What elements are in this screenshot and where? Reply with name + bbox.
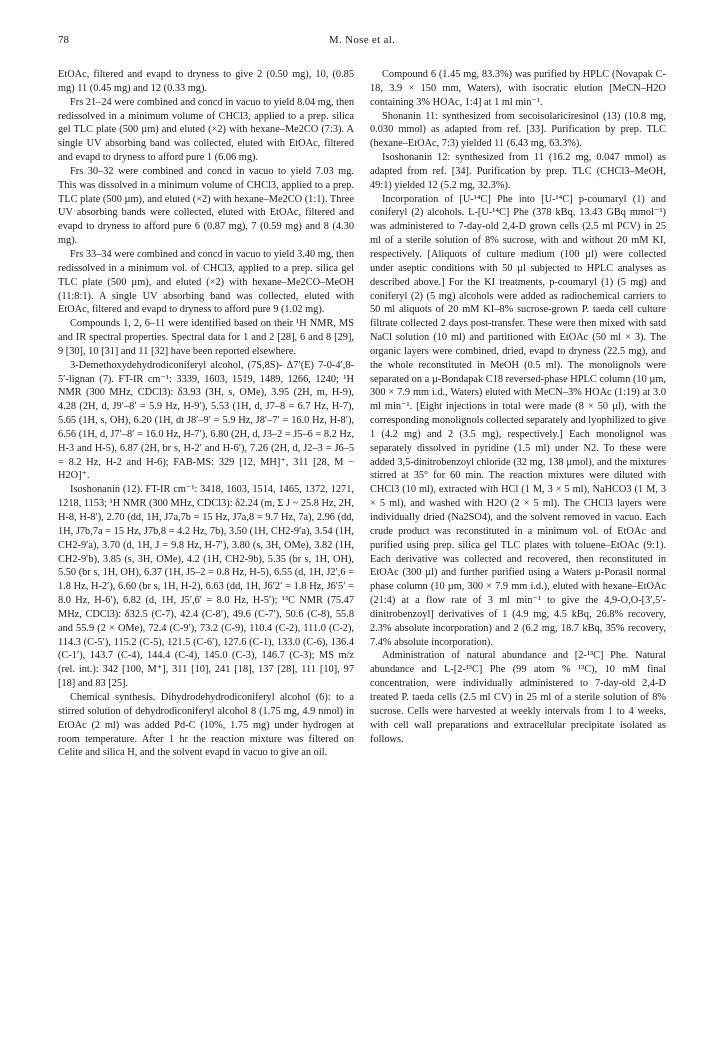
paragraph: Isoshonanin (12). FT-IR cm⁻¹: 3418, 1603, 1514, 1465, 1372, 1271, 1218, 1153; ¹H NMR (300 MHz, CDCl3): δ2.24 (m, Σ J ~ 25.8 Hz, 2H, H-8, H-8′), 2.70 (dd, 1H, J7a,7b = 15 Hz, J7a,8 = 9.7 Hz, 7a), 2.96 (dd, 1H, J7b,7a = 15 Hz, J7b,8 = 4.2 Hz, 7b), 3.50 (1H, CH2-9′a), 3.54 (1H, CH2-9′a), 3.70 (d, 1H, J = 9.8 Hz, H-7′), 3.80 (s, 3H, OMe), 3.82 (1H, CH2-9′b), 3.85 (s, 3H, OMe), 4.2 (1H, CH2-9b), 5.35 (br s, 1H, OH), 5.50 (br s, 1H, OH), 6.37 (1H, J5–2 = 0.8 Hz, H-5), 6.55 (d, 1H, J2′,6 = 1.8 Hz, H-2′), 6.60 (br s, 1H, H-2), 6.63 (dd, 1H, J6′2′ = 1.8 Hz, J6′5′ = 8.0 Hz, H-6′), 6.82 (d, 1H, J5′,6′ = 8.0 Hz, H-5′); ¹³C NMR (75.47 MHz, CDCl3): δ32.5 (C-7), 42.4 (C-8′), 49.6 (C-7′), 50.6 (C-8), 55.8 and 55.9 (2 × OMe), 72.4 (C-9′), 73.2 (C-9), 110.4 (C-2), 111.0 (C-2), 114.3 (C-5′), 115.2 (C-5), 121.5 (C-6′), 127.6 (C-1), 133.0 (C-6), 136.4 (C-1′), 143.7 (C-4), 144.4 (C-4), 145.0 (C-3), 146.7 (C-3); MS m/z (rel. int.): 342 [100, M⁺], 311 [10], 241 [18], 137 [28], 111 [10], 97 [18] and 83 [25]. [58, 484, 354, 690]
page-number: 78 [58, 34, 69, 46]
paragraph: Compounds 1, 2, 6–11 were identified based on their ¹H NMR, MS and IR spectral properties. Spectral data for 1 and 2 [28], 6 and 8 [29], 9 [30], 10 [31] and 11 [32] have been reported elsewhere. [58, 318, 354, 357]
paragraph: Frs 21–24 were combined and concd in vacuo to yield 8.04 mg, then redissolved in a minimum volume of CHCl3, applied to a prep. silica gel TLC plate (500 µm) and eluted (×2) with hexane–Me2CO (7:3). A single UV absorbing band was collected, eluted with EtOAc, filtered and evapd to dryness to afford pure 1 (6.06 mg). [58, 96, 354, 164]
paragraph: Shonanin 11: synthesized from secoisolariciresinol (13) (10.8 mg, 0.030 mmol) as adapted from ref. [33]. Purification by prep. TLC (hexane–EtOAc, 7:3) yielded 11 (6.43 mg, 63.3%). [370, 110, 666, 150]
page-header [58, 34, 666, 50]
running-title: M. Nose et al. [328, 34, 396, 46]
paragraph: 3-Demethoxydehydrodiconiferyl alcohol, (7S,8S)- Δ7′(E) 7-0-4′,8-5′-lignan (7). FT-IR cm⁻¹: 3339, 1603, 1519, 1489, 1266, 1240; ¹H NMR (300 MHz, CDCl3): δ3.93 (3H, s, OMe), 3.95 (2H, m, H-9), 4.28 (2H, d, J9′–8′ = 5.9 Hz, H-9′), 5.53 (1H, d, J7–8 = 6.7 Hz, H-7), 5.65 (1H, s, OH), 6.20 (1H, dt J8′–9′ = 5.9 Hz, J8′–7′ = 16.0 Hz, H-8′), 6.56 (1H, d, J7′–8′ = 16.0 Hz, H-7′), 6.80 (2H, d, J3–2 = J5–6 = 8.2 Hz, H-3 and H-5), 6.87 (2H, br s, H-2′ and H-6′), 7.26 (2H, d, J2–3 = J6–5 = 8.2 Hz, H-2 and H-6); FAB-MS: 329 [12, MH]⁺, 311 [28, M − H2O]⁺. [58, 359, 354, 482]
paragraph: Isoshonanin 12: synthesized from 11 (16.2 mg, 0.047 mmol) as adapted from ref. [34]. Purification by prep. TLC (CHCl3–MeOH, 49:1) yielded 12 (5.2 mg, 32.3%). [370, 152, 666, 191]
paragraph: Incorporation of [U-¹⁴C] Phe into [U-¹⁴C] p-coumaryl (1) and coniferyl (2) alcohols. L-[U-¹⁴C] Phe (378 kBq, 13.43 GBq mmol⁻¹) was administered to 7-day-old 2,4-D grown cells (2.5 ml PCV) in 25 ml of a sterile solution of 8% sucrose, with and without 20 mM KI, respectively. [Aliquots of culture medium (100 µl) were collected under aseptic conditions with 50 µl subjected to HPLC analyses as described above.] For the KI treatments, p-coumaryl (1) (5 mg) and coniferyl (2) (5 mg) alcohols were added as radiochemical carriers to 50 ml aliquots of 20 mM KI–8% sucrose-grown P. taeda cell culture filtrate collected 2 days post-transfer. These were then mixed with satd NaCl solution (10 ml) and partitioned with EtOAc (50 ml × 3). The organic layers were combined, dried, evapd to dryness (22.5 mg), and the whole reconstituted in MeOH (0.5 ml). The monolignols were separated on a µ-Bondapak C18 reversed-phase HPLC column (10 µm, 300 × 7.9 mm i.d., Waters) eluted with MeCN–3% HOAc (1:19) at 3.0 ml min⁻¹. [Eight injections in total were made (8 × 50 µl), with the corresponding monolignols collected separately and lyophilized to give 1 (4.2 mg) and 2 (3.5 mg), respectively.] Each monolignol was separately dissolved in pyridine (1.5 ml) under N2. To these were added 3,5-dinitrobenzoyl chloride (32 mg, 138 µmol), and the mixtures stirred at 35° for 60 min. The reaction mixtures were diluted with CHCl3 (10 ml), extracted with HCl (1 M, 3 × 5 ml), NaHCO3 (1 M, 3 × 5 ml), and washed with H2O (2 × 5 ml). The CHCl3 layers were individually dried (Na2SO4), and the solvent removed in vacuo. Each crude product was reconstituted in a minimum vol. of EtOAc and purified using prep. silica gel TLC plates with toluene–EtOAc (9:1). Each derivative was collected and recovered, then reconstituted in EtOAc (300 µl) and further purified using a Waters µ-Porasil normal phase column (10 µm, 300 × 7.9 mm i.d.), eluted with hexane–EtOAc (21:4) at a flow rate of 3 ml min⁻¹ to give the 4,9-O,O-[3′,5′-dinitrobenzoyl] derivatives of 1 (4.9 mg, 4.5 kBq, 26.8% recovery, 2.3% absolute incorporation) and 2 (6.2 mg, 18.7 kBq, 35% recovery, 7.4% absolute incorporation). [370, 193, 666, 648]
paragraph: Frs 33–34 were combined and concd in vacuo to yield 3.40 mg, then redissolved in a minimum vol. of CHCl3, applied to a prep. silica gel TLC plate (500 µm), and eluted (×2) with hexane–Me2CO–MeOH (11:8:1). A single UV absorbing band was collected, eluted with EtOAc, filtered and evapd to dryness to afford pure 9 (1.02 mg). [58, 248, 354, 316]
paragraph: Frs 30–32 were combined and concd in vacuo to yield 7.03 mg. This was dissolved in a minimum volume of CHCl3, applied to a prep. TLC plate (500 µm), and eluted (×2) with hexane–Me2CO (1:1). Three UV absorbing bands were collected, eluted with EtOAc, filtered and evapd to dryness to afford pure 6 (0.87 mg), 7 (0.59 mg) and 8 (4.30 mg). [58, 165, 354, 247]
paragraph: Compound 6 (1.45 mg, 83.3%) was purified by HPLC (Novapak C-18, 3.9 × 150 mm, Waters), with isocratic elution [MeCN–H2O containing 3% HOAc, 1:4] at 1 ml min⁻¹. [370, 69, 666, 108]
paragraph: Chemical synthesis. Dihydrodehydrodiconiferyl alcohol (6): to a stirred solution of dehydrodiconiferyl alcohol 8 (1.75 mg, 4.9 nmol) in EtOAc (2 ml) was added Pd-C (10%, 1.75 mg) under hydrogen at room temperature. After 1 hr the reaction mixture was filtered on Celite and silica H, and the solvent evapd in vacuo to give an oil. [58, 691, 354, 759]
right-column [370, 68, 666, 746]
paragraph: EtOAc, filtered and evapd to dryness to give 2 (0.50 mg), 10, (0.85 mg) 11 (0.45 mg) and 12 (0.33 mg). [58, 69, 354, 94]
left-column [58, 68, 354, 760]
paragraph: Administration of natural abundance and [2-¹³C] Phe. Natural abundance and L-[2-¹³C] Phe (99 atom % ¹³C), 10 mM final concentration, were individually administered to 7-day-old 2,4-D treated P. taeda cells (2.5 ml CV) in 25 ml of a sterile solution of 8% sucrose. Cells were harvested at weekly intervals from 1 to 4 weeks, with cell wall preparations and extracellular precipitate isolated as follows. [370, 650, 666, 745]
